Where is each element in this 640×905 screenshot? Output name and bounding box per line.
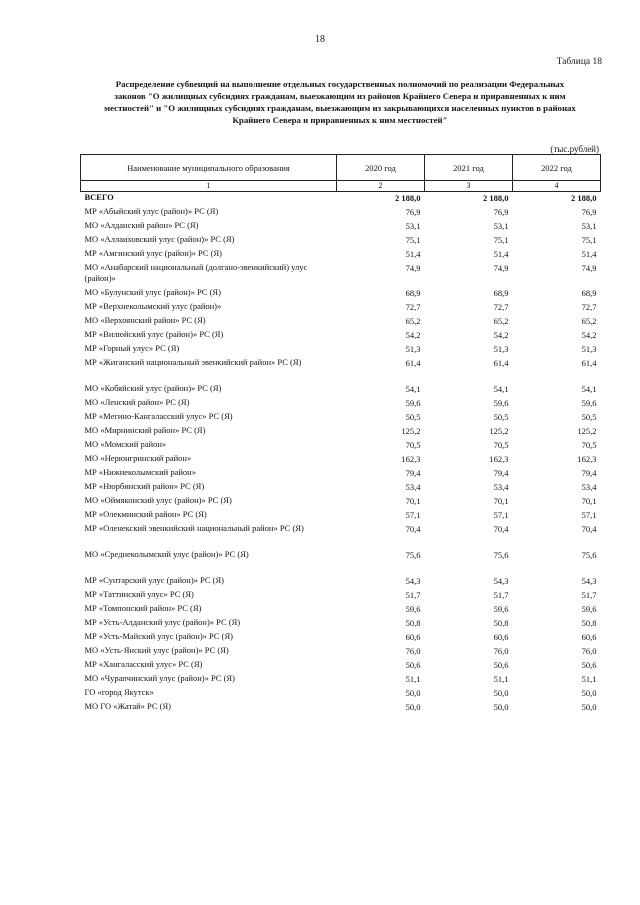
value-2020: 50,0	[405, 688, 421, 698]
municipality-name: МР «Верхнеколымский улус (район)»	[84, 301, 222, 311]
table-row	[81, 631, 601, 645]
table-row	[81, 315, 601, 329]
table-row	[81, 673, 601, 687]
municipality-name: МР «Таттинский улус» РС (Я)	[84, 589, 194, 599]
municipality-name: ГО «город Якутск»	[84, 687, 154, 697]
table-row	[81, 549, 601, 563]
units-label: (тыс.рублей)	[550, 144, 599, 154]
value-2021: 50,6	[493, 660, 509, 670]
value-2022: 70,1	[581, 496, 597, 506]
value-2020: 54,2	[405, 330, 421, 340]
municipality-name: МР «Оленекский эвенкийский национальный район» РС (Я)	[84, 523, 304, 533]
value-2020: 53,1	[405, 221, 421, 231]
value-2022: 51,3	[581, 344, 597, 354]
municipality-name: МР «Усть-Алданский улус (район)» РС (Я)	[84, 617, 241, 627]
value-2020: 50,8	[405, 618, 421, 628]
table-row	[81, 509, 601, 523]
value-2022: 76,0	[581, 646, 597, 656]
subsidy-table	[80, 154, 601, 715]
value-2020: 50,5	[405, 412, 421, 422]
municipality-name: МР «Жиганский национальный эвенкийский район» РС (Я)	[84, 357, 302, 367]
value-2020: 68,9	[405, 288, 421, 298]
value-2020: 72,7	[405, 302, 421, 312]
column-header-name: Наименование муниципального образования	[81, 155, 337, 181]
column-number: 1	[81, 181, 337, 192]
value-2021: 51,3	[493, 344, 509, 354]
value-2022: 50,8	[581, 618, 597, 628]
table-row	[81, 439, 601, 453]
total-2022: 2 188,0	[513, 192, 601, 207]
value-2020: 70,5	[405, 440, 421, 450]
municipality-name: МР «Нижнеколымский район»	[84, 467, 196, 477]
value-2020: 75,1	[405, 235, 421, 245]
table-row	[81, 220, 601, 234]
value-2020: 54,3	[405, 576, 421, 586]
group-spacer	[81, 371, 601, 383]
value-2020: 51,4	[405, 249, 421, 259]
column-header-2021: 2021 год	[425, 155, 513, 181]
municipality-name: МО «Мирнинский район» РС (Я)	[84, 425, 206, 435]
value-2021: 59,6	[493, 604, 509, 614]
table-row	[81, 575, 601, 589]
municipality-name: МР «Горный улус» РС (Я)	[84, 343, 180, 353]
value-2020: 54,1	[405, 384, 421, 394]
table-row	[81, 383, 601, 397]
municipality-name: МО ГО «Жатай» РС (Я)	[84, 701, 171, 711]
value-2022: 51,1	[581, 674, 597, 684]
value-2022: 50,6	[581, 660, 597, 670]
value-2022: 162,3	[577, 454, 597, 464]
value-2022: 54,2	[581, 330, 597, 340]
total-2020: 2 188,0	[337, 192, 425, 207]
value-2020: 65,2	[405, 316, 421, 326]
value-2020: 74,9	[405, 263, 421, 273]
value-2021: 65,2	[493, 316, 509, 326]
page-number: 18	[315, 34, 325, 45]
municipality-name: МР «Сунтарский улус (район)» РС (Я)	[84, 575, 225, 585]
value-2022: 53,1	[581, 221, 597, 231]
municipality-name: МО «Момский район»	[84, 439, 167, 449]
municipality-name: МР «Хангаласский улус» РС (Я)	[84, 659, 203, 669]
value-2021: 162,3	[489, 454, 509, 464]
value-2020: 59,6	[405, 604, 421, 614]
value-2021: 59,6	[493, 398, 509, 408]
column-number: 3	[425, 181, 513, 192]
table-row	[81, 589, 601, 603]
value-2020: 53,4	[405, 482, 421, 492]
value-2021: 76,9	[493, 207, 509, 217]
municipality-name: МР «Амгинский улус (район)» РС (Я)	[84, 248, 223, 258]
value-2021: 68,9	[493, 288, 509, 298]
value-2022: 50,0	[581, 688, 597, 698]
value-2020: 60,6	[405, 632, 421, 642]
value-2020: 162,3	[401, 454, 421, 464]
value-2021: 50,8	[493, 618, 509, 628]
value-2021: 54,1	[493, 384, 509, 394]
value-2020: 50,6	[405, 660, 421, 670]
value-2022: 72,7	[581, 302, 597, 312]
spacer-cell	[81, 537, 601, 549]
table-row	[81, 425, 601, 439]
value-2021: 50,5	[493, 412, 509, 422]
table-title	[80, 78, 600, 126]
value-2022: 68,9	[581, 288, 597, 298]
table-row	[81, 481, 601, 495]
total-2021: 2 188,0	[425, 192, 513, 207]
table-row	[81, 206, 601, 220]
value-2021: 79,4	[493, 468, 509, 478]
table-row	[81, 701, 601, 715]
value-2020: 70,4	[405, 524, 421, 534]
value-2020: 51,1	[405, 674, 421, 684]
table-row	[81, 603, 601, 617]
table-row	[81, 301, 601, 315]
total-row	[81, 192, 601, 207]
table-row	[81, 453, 601, 467]
value-2022: 51,7	[581, 590, 597, 600]
municipality-name: МР «Нюрбинский район» РС (Я)	[84, 481, 205, 491]
municipality-name: МО «Оймяконский улус (район)» РС (Я)	[84, 495, 232, 505]
municipality-name: МР «Олекминский район» РС (Я)	[84, 509, 207, 519]
table-title-line: Распределение субвенций на выполнение отдельных государственных полномочий по реализации Федеральных	[115, 79, 565, 89]
table-row	[81, 329, 601, 343]
column-number: 2	[337, 181, 425, 192]
value-2022: 75,1	[581, 235, 597, 245]
municipality-name: МО «Чурапчинский улус (район)» РС (Я)	[84, 673, 235, 683]
table-row	[81, 495, 601, 509]
table-header-row	[81, 155, 601, 181]
value-2022: 53,4	[581, 482, 597, 492]
value-2022: 59,6	[581, 604, 597, 614]
value-2022: 76,9	[581, 207, 597, 217]
table-row	[81, 523, 601, 537]
value-2021: 60,6	[493, 632, 509, 642]
municipality-name: МО «Булунский улус (район)» РС (Я)	[84, 287, 221, 297]
value-2020: 76,0	[405, 646, 421, 656]
value-2021: 51,7	[493, 590, 509, 600]
value-2021: 50,0	[493, 688, 509, 698]
value-2021: 125,2	[489, 426, 509, 436]
table-row	[81, 397, 601, 411]
table-title-line: Крайнего Севера и приравненных к ним местностей"	[232, 115, 448, 125]
value-2022: 61,4	[581, 358, 597, 368]
table-row	[81, 645, 601, 659]
value-2020: 59,6	[405, 398, 421, 408]
value-2021: 53,1	[493, 221, 509, 231]
table-row	[81, 357, 601, 371]
table-row	[81, 343, 601, 357]
value-2021: 53,4	[493, 482, 509, 492]
table-row	[81, 687, 601, 701]
municipality-name: МО «Анабарский национальный (долгано-эвенкийский) улус (район)»	[84, 262, 308, 283]
total-label: ВСЕГО	[84, 192, 114, 202]
value-2021: 61,4	[493, 358, 509, 368]
value-2022: 54,3	[581, 576, 597, 586]
value-2020: 76,9	[405, 207, 421, 217]
value-2022: 50,0	[581, 702, 597, 712]
value-2021: 74,9	[493, 263, 509, 273]
value-2022: 125,2	[577, 426, 597, 436]
value-2021: 75,1	[493, 235, 509, 245]
municipality-name: МР «Усть-Майский улус (район)» РС (Я)	[84, 631, 233, 641]
municipality-name: МО «Нерюнгринский район»	[84, 453, 192, 463]
value-2021: 50,0	[493, 702, 509, 712]
value-2021: 54,3	[493, 576, 509, 586]
municipality-name: МР «Томпонский район» РС (Я)	[84, 603, 202, 613]
value-2021: 54,2	[493, 330, 509, 340]
table-row	[81, 287, 601, 301]
value-2020: 70,1	[405, 496, 421, 506]
municipality-name: МР «Мегино-Кангаласский улус» РС (Я)	[84, 411, 233, 421]
value-2021: 70,1	[493, 496, 509, 506]
table-row	[81, 411, 601, 425]
value-2020: 75,6	[405, 550, 421, 560]
municipality-name: МР «Абыйский улус (район)» РС (Я)	[84, 206, 219, 216]
table-row	[81, 467, 601, 481]
column-number-row	[81, 181, 601, 192]
value-2020: 61,4	[405, 358, 421, 368]
value-2022: 60,6	[581, 632, 597, 642]
municipality-name: МО «Усть-Янский улус (район)» РС (Я)	[84, 645, 229, 655]
value-2022: 75,6	[581, 550, 597, 560]
value-2021: 70,5	[493, 440, 509, 450]
value-2022: 79,4	[581, 468, 597, 478]
value-2020: 50,0	[405, 702, 421, 712]
municipality-name: МО «Верхоянский район» РС (Я)	[84, 315, 206, 325]
group-spacer	[81, 563, 601, 575]
municipality-name: МО «Ленский район» РС (Я)	[84, 397, 190, 407]
spacer-cell	[81, 563, 601, 575]
spacer-cell	[81, 371, 601, 383]
table-title-line: законов "О жилищных субсидиях гражданам, выезжающим из районов Крайнего Севера и приравненных к ним	[114, 91, 566, 101]
table-label: Таблица 18	[556, 57, 602, 67]
table-row	[81, 659, 601, 673]
value-2022: 50,5	[581, 412, 597, 422]
table-title-line: местностей" и "О жилищных субсидиях гражданам, выезжающим из закрывающихся населенных пунктов в районах	[104, 103, 576, 113]
column-header-2022: 2022 год	[513, 155, 601, 181]
municipality-name: МО «Кобяйский улус (район)» РС (Я)	[84, 383, 222, 393]
value-2020: 79,4	[405, 468, 421, 478]
value-2021: 75,6	[493, 550, 509, 560]
value-2022: 74,9	[581, 263, 597, 273]
value-2021: 51,4	[493, 249, 509, 259]
table-row	[81, 234, 601, 248]
table-row	[81, 262, 601, 287]
value-2020: 51,7	[405, 590, 421, 600]
table-row	[81, 248, 601, 262]
value-2020: 51,3	[405, 344, 421, 354]
municipality-name: МО «Среднеколымский улус (район)» РС (Я)	[84, 549, 249, 559]
municipality-name: МО «Аллаиховский улус (район)» РС (Я)	[84, 234, 235, 244]
value-2022: 54,1	[581, 384, 597, 394]
value-2020: 125,2	[401, 426, 421, 436]
value-2022: 51,4	[581, 249, 597, 259]
value-2021: 70,4	[493, 524, 509, 534]
value-2021: 51,1	[493, 674, 509, 684]
value-2022: 65,2	[581, 316, 597, 326]
value-2022: 59,6	[581, 398, 597, 408]
value-2022: 70,5	[581, 440, 597, 450]
column-header-2020: 2020 год	[337, 155, 425, 181]
value-2022: 57,1	[581, 510, 597, 520]
group-spacer	[81, 537, 601, 549]
municipality-name: МР «Вилюйский улус (район)» РС (Я)	[84, 329, 224, 339]
value-2021: 57,1	[493, 510, 509, 520]
column-number: 4	[513, 181, 601, 192]
table-row	[81, 617, 601, 631]
value-2021: 72,7	[493, 302, 509, 312]
value-2022: 70,4	[581, 524, 597, 534]
value-2020: 57,1	[405, 510, 421, 520]
municipality-name: МО «Алданский район» РС (Я)	[84, 220, 199, 230]
value-2021: 76,0	[493, 646, 509, 656]
